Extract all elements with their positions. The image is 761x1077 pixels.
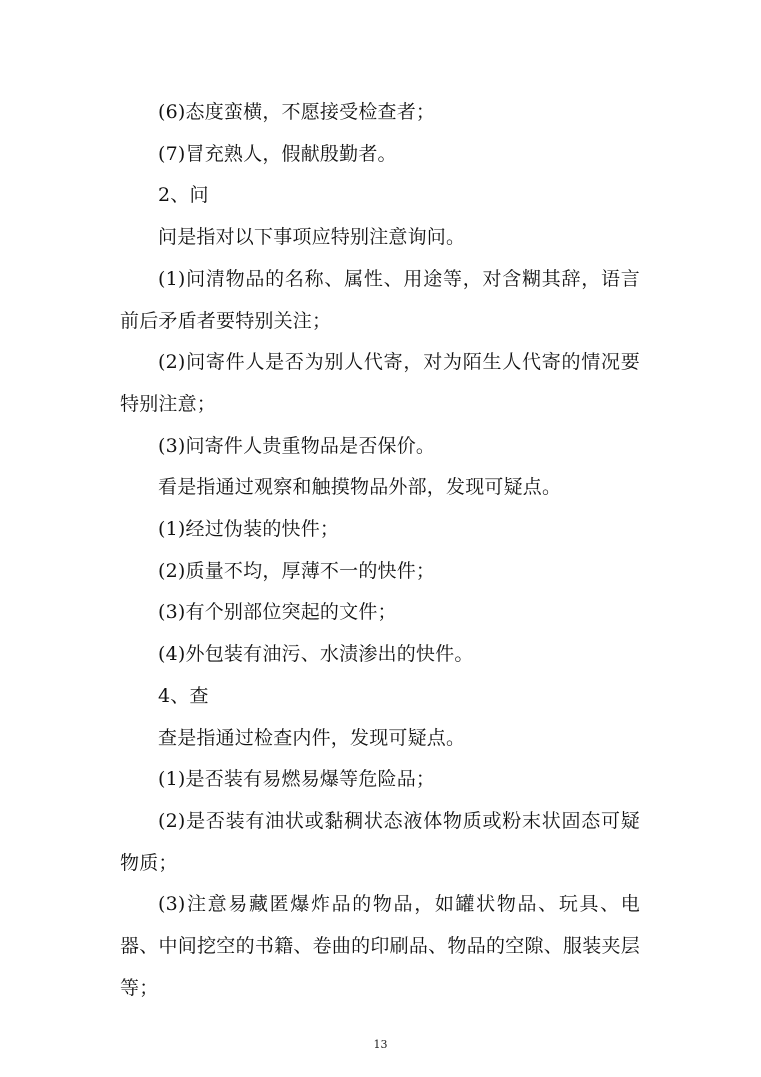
paragraph: 问是指对以下事项应特别注意询问。 xyxy=(158,226,466,249)
paragraph: (1)问清物品的名称、属性、用途等，对含糊其辞，语言前后矛盾者要特别关注； xyxy=(120,267,640,332)
paragraph: (3)问寄件人贵重物品是否保价。 xyxy=(158,434,436,457)
paragraph: (7)冒充熟人，假献殷勤者。 xyxy=(158,142,397,165)
section-heading: 4、查 xyxy=(158,684,209,707)
paragraph: (2)是否装有油状或黏稠状态液体物质或粉末状固态可疑物质； xyxy=(120,809,640,874)
paragraph: (1)经过伪装的快件； xyxy=(158,518,340,541)
paragraph: (2)问寄件人是否为别人代寄，对为陌生人代寄的情况要特别注意； xyxy=(120,351,640,415)
paragraph: (6)态度蛮横，不愿接受检查者； xyxy=(158,101,436,123)
paragraph: (3)有个别部位突起的文件； xyxy=(158,601,397,624)
paragraph: (4)外包装有油污、水渍渗出的快件。 xyxy=(158,643,474,666)
document-body xyxy=(120,92,640,1009)
paragraph: 看是指通过观察和触摸物品外部，发现可疑点。 xyxy=(158,476,562,499)
paragraph: (3)注意易藏匿爆炸品的物品，如罐状物品、玩具、电器、中间挖空的书籍、卷曲的印刷品、物品的空隙、服装夹层等； xyxy=(120,893,640,999)
paragraph: 查是指通过检查内件，发现可疑点。 xyxy=(158,726,466,749)
page-number: 13 xyxy=(373,1038,388,1051)
section-heading: 2、问 xyxy=(158,184,209,207)
paragraph: (1)是否装有易燃易爆等危险品； xyxy=(158,768,436,791)
paragraph: (2)质量不均，厚薄不一的快件； xyxy=(158,559,436,582)
